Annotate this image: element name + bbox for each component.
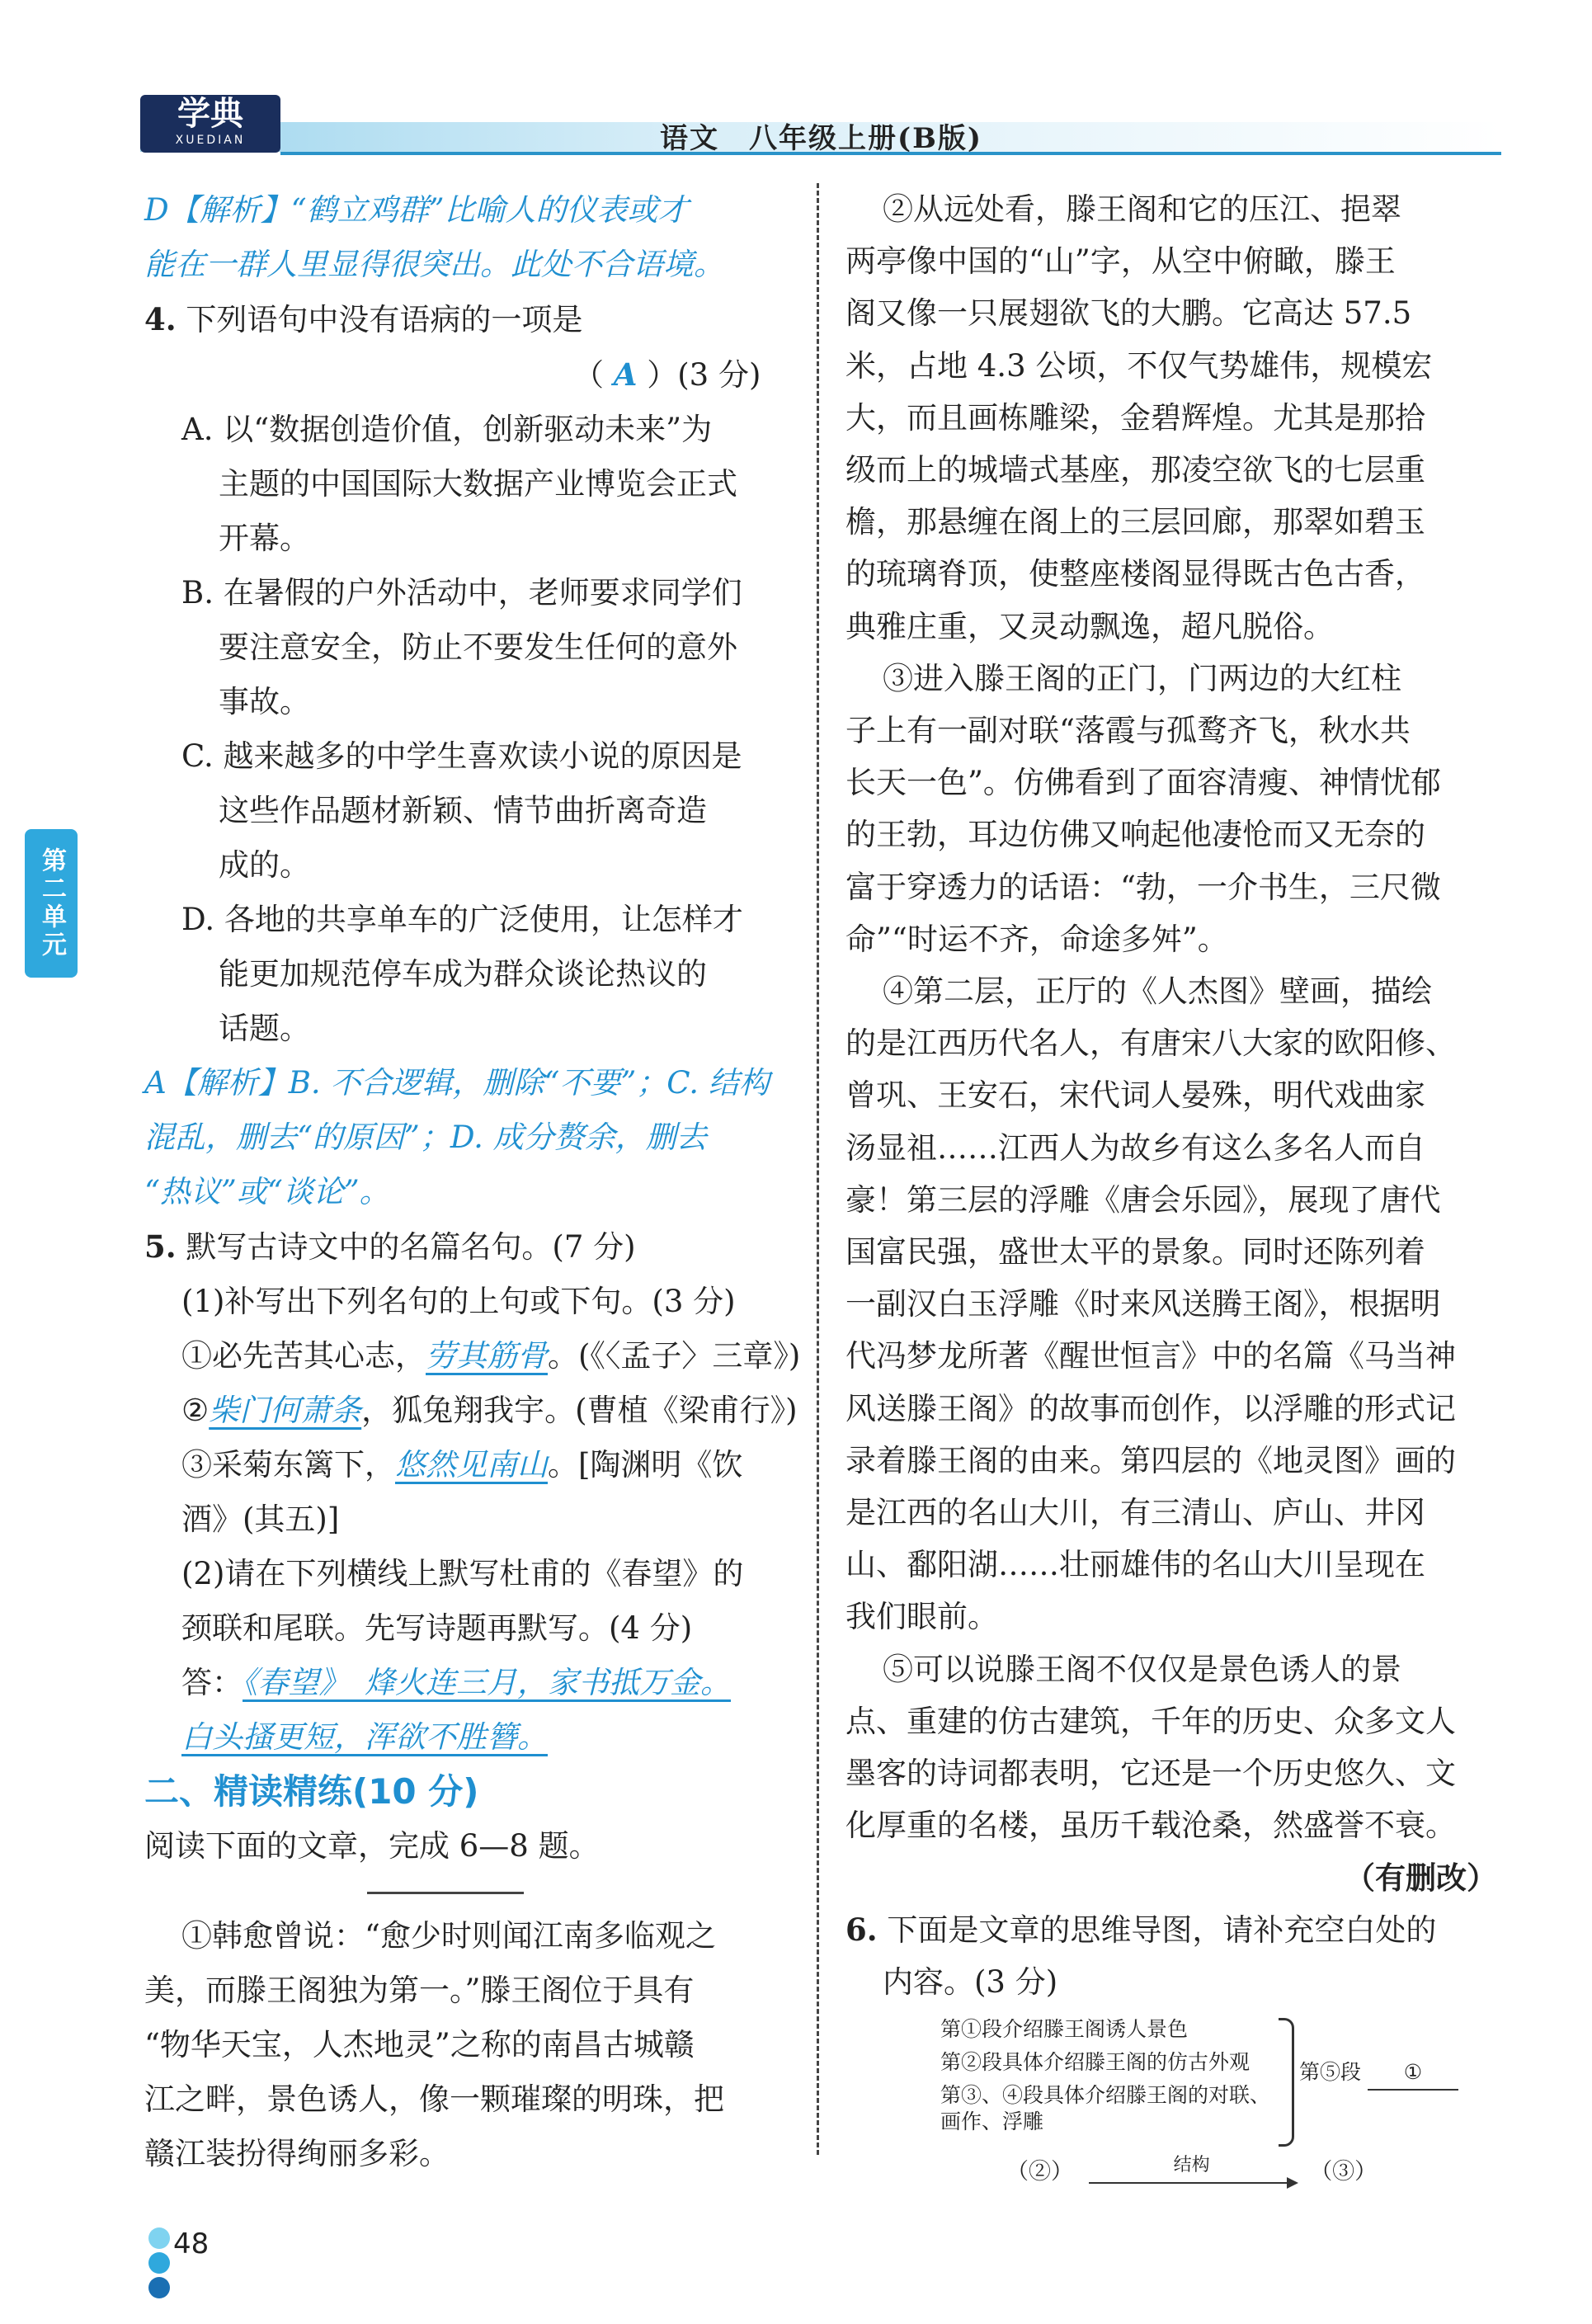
q5-1c-suffix: 。[陶渊明《饮 (548, 1447, 743, 1483)
para5-line1: ⑤可以说滕王阁不仅仅是景色诱人的景 (883, 1651, 1401, 1687)
para5-line3: 墨客的诗词都表明，它还是一个历史悠久、文 (845, 1756, 1456, 1792)
dot-1 (148, 2227, 170, 2249)
question-5-number: 5. (144, 1228, 177, 1265)
para4-line9: 风送滕王阁》的故事而创作，以浮雕的形式记 (845, 1390, 1456, 1426)
question-4 (144, 292, 796, 347)
mindmap-blank-2: （②） (1006, 2159, 1073, 2185)
para4-line6: 国富民强，盛世太平的景象。同时还陈列着 (845, 1234, 1425, 1270)
option-a-line3: 开幕。 (219, 521, 310, 556)
para2-line9: 典雅庄重，又灵动飘逸，超凡脱俗。 (845, 608, 1334, 644)
option-b-line2: 要注意安全，防止不要发生任何的意外 (219, 629, 737, 665)
brand-logo (140, 95, 280, 153)
question-5-part2-answer-line2 (144, 1710, 796, 1765)
para2-line5: 大，而且画栋雕梁，金碧辉煌。尤其是那拾 (845, 399, 1425, 436)
logo-sub-text: XUEDIAN (175, 134, 246, 147)
para4-line13: 我们眼前。 (845, 1599, 998, 1635)
section-heading: 二、精读精练(10 分) (144, 1771, 479, 1812)
mindmap-para5-label: 第⑤段 (1299, 2060, 1362, 2084)
dot-3 (148, 2277, 170, 2298)
para4-line10: 录着滕王阁的由来。第四层的《地灵图》画的 (845, 1442, 1456, 1478)
para4-line5: 豪！第三层的浮雕《唐会乐园》，展现了唐代 (845, 1181, 1441, 1218)
question-5-part1-b (144, 1384, 796, 1438)
para3-line5: 富于穿透力的话语：“勃，一介书生，三尺微 (845, 869, 1441, 905)
logo-main-text: 学典 (177, 95, 243, 133)
para5-line2: 点、重建的仿古建筑，千年的历史、众多文人 (845, 1703, 1456, 1739)
answer-q3-line2: 能在一群人里显得很突出。此处不合语境。 (144, 247, 724, 282)
mindmap-right (1299, 2056, 1458, 2091)
bracket-open: （ (573, 357, 604, 393)
q5-1c-answer: 悠然见南山 (395, 1447, 548, 1483)
para2-line1: ②从远处看，滕王阁和它的压江、挹翠 (883, 191, 1401, 227)
mindmap-row-2: 第②段具体介绍滕王阁的仿古外观 (940, 2050, 1251, 2074)
question-5-part2-line1: (2)请在下列横线上默写杜甫的《春望》的 (181, 1556, 744, 1591)
question-6-line2: 内容。(3 分) (883, 1963, 1058, 2000)
q5-1b-suffix: ，狐兔翔我宇。(曹植《梁甫行》) (361, 1393, 798, 1428)
question-5-part1-c-line2: 酒》(其五)] (181, 1501, 340, 1537)
para4-line8: 代冯梦龙所著《醒世恒言》中的名篇《马当神 (845, 1338, 1456, 1374)
page-number: 48 (173, 2227, 210, 2260)
source-note: （有删改） (1345, 1860, 1497, 1896)
para4-line4: 汤显祖……江西人为故乡有这么多名人而自 (845, 1129, 1425, 1166)
option-d-line1: D. 各地的共享单车的广泛使用，让怎样才 (181, 902, 743, 937)
question-5 (144, 1219, 796, 1275)
mindmap-blank-3: （③） (1310, 2159, 1378, 2185)
mindmap-row-3b: 画作、浮雕 (940, 2110, 1044, 2133)
para3-line1: ③进入滕王阁的正门，门两边的大红柱 (883, 660, 1401, 696)
mindmap-arrow-label: 结构 (1173, 2155, 1210, 2176)
para3-line4: 的王勃，耳边仿佛又响起他凄怆而又无奈的 (845, 817, 1425, 853)
question-4-number: 4. (144, 301, 177, 337)
para3-line2: 子上有一副对联“落霞与孤鹜齐飞，秋水共 (845, 713, 1411, 749)
para4-line7: 一副汉白玉浮雕《时来风送腾王阁》，根据明 (845, 1286, 1441, 1322)
answer-prefix: 答： (181, 1665, 243, 1700)
question-6-text: 下面是文章的思维导图，请补充空白处的 (887, 1912, 1437, 1948)
right-column (845, 183, 1497, 2008)
book-title: 语文 八年级上册(B版) (660, 122, 982, 155)
para4-line12: 山、鄱阳湖……壮丽雄伟的名山大川呈现在 (845, 1547, 1425, 1583)
para4-line3: 曾巩、王安石，宋代词人晏殊，明代戏曲家 (845, 1077, 1425, 1114)
para4-line2: 的是江西历代名人，有唐宋八大家的欧阳修、 (845, 1025, 1456, 1062)
para1-line3: “物华天宝，人杰地灵”之称的南昌古城赣 (144, 2027, 695, 2062)
para1-line4: 江之畔，景色诱人，像一颗璀璨的明珠，把 (144, 2081, 724, 2117)
question-5-text: 默写古诗文中的名篇名句。(7 分) (186, 1229, 636, 1265)
mindmap-bottom (1006, 2149, 1377, 2189)
question-5-part1-c (144, 1438, 796, 1492)
mindmap-row-3a: 第③、④段具体介绍滕王阁的对联、 (940, 2083, 1271, 2107)
answer-q4-line3: “热议”或“谈论”。 (144, 1174, 390, 1209)
option-d-line3: 话题。 (219, 1011, 310, 1046)
article-divider (367, 1892, 524, 1894)
q5-1c-prefix: ③采菊东篱下， (181, 1447, 395, 1483)
option-c-line3: 成的。 (219, 847, 310, 883)
q5-1b-prefix: ② (181, 1393, 210, 1428)
bracket-close-score: ）(3 分) (647, 357, 761, 393)
para2-line4: 米，占地 4.3 公顷，不仅气势雄伟，规模宏 (845, 347, 1433, 384)
para2-line6: 级而上的城墙式基座，那凌空欲飞的七层重 (845, 452, 1425, 488)
q5-1b-answer: 柴门何萧条 (209, 1393, 362, 1428)
column-divider (817, 183, 819, 2155)
reading-instruction: 阅读下面的文章，完成 6—8 题。 (144, 1828, 600, 1864)
option-c-line1: C. 越来越多的中学生喜欢读小说的原因是 (181, 738, 742, 774)
para1-line2: 美，而滕王阁独为第一。”滕王阁位于具有 (144, 1973, 695, 2008)
question-5-part2-answer (144, 1656, 796, 1710)
para2-line8: 的琉璃脊顶，使整座楼阁显得既古色古香， (845, 556, 1425, 592)
para4-line11: 是江西的名山大川，有三清山、庐山、井冈 (845, 1495, 1425, 1531)
option-d-line2: 能更加规范停车成为群众谈论热议的 (219, 956, 707, 992)
question-5-part1-a (144, 1329, 801, 1384)
option-a-line2: 主题的中国国际大数据产业博览会正式 (219, 466, 737, 502)
para4-line1: ④第二层，正厅的《人杰图》壁画，描绘 (883, 973, 1432, 1010)
mindmap-row-1: 第①段介绍滕王阁诱人景色 (940, 2017, 1189, 2041)
para3-line6: 命”“时运不齐，命途多舛”。 (845, 921, 1228, 957)
question-6 (845, 1904, 1497, 1956)
option-a-line1: A. 以“数据创造价值，创新驱动未来”为 (181, 412, 713, 447)
mindmap-brace (1279, 2018, 1294, 2147)
q5-1a-answer: 劳其筋骨 (426, 1338, 548, 1374)
para2-line2: 两亭像中国的“山”字，从空中俯瞰，滕王 (845, 243, 1396, 280)
para2-line7: 檐，那悬缠在阁上的三层回廊，那翠如碧玉 (845, 504, 1425, 540)
para1-line5: 赣江装扮得绚丽多彩。 (144, 2136, 450, 2171)
q5-2-answer-line2: 白头搔更短，浑欲不胜簪。 (181, 1719, 548, 1755)
option-b-line1: B. 在暑假的户外活动中，老师要求同学们 (181, 575, 742, 610)
question-5-part2-line2: 颈联和尾联。先写诗题再默写。(4 分) (181, 1610, 693, 1646)
q5-1a-suffix: 。(《〈孟子〉三章》) (548, 1338, 801, 1374)
para2-line3: 阁又像一只展翅欲飞的大鹏。它高达 57.5 (845, 295, 1412, 332)
para1-line1: ①韩愈曾说：“愈少时则闻江南多临观之 (181, 1918, 716, 1954)
answer-q3-line1: D【解析】“鹤立鸡群”比喻人的仪表或才 (144, 192, 689, 228)
option-b-line3: 事故。 (219, 684, 310, 719)
para3-line3: 长天一色”。仿佛看到了面容清瘦、神情忧郁 (845, 765, 1441, 801)
question-4-answer: A (613, 356, 638, 393)
answer-q4-line2: 混乱，删去“的原因”；D. 成分赘余，删去 (144, 1120, 707, 1155)
question-4-score (144, 347, 796, 403)
question-6-number: 6. (845, 1911, 878, 1948)
answer-q4-line1: A【解析】B. 不合逻辑，删除“不要”；C. 结构 (144, 1065, 770, 1101)
para5-line4: 化厚重的名楼，虽历千载沧桑，然盛誉不衰。 (845, 1808, 1456, 1844)
left-column (144, 183, 801, 2181)
q5-2-answer-line1: 《春望》 烽火连三月，家书抵万金。 (243, 1665, 731, 1700)
mind-map (940, 2013, 1501, 2185)
page-header (0, 0, 1592, 165)
q5-1a-prefix: ①必先苦其心志， (181, 1338, 426, 1374)
option-c-line2: 这些作品题材新颖、情节曲折离奇造 (219, 793, 707, 828)
mindmap-blank-1: ① (1368, 2056, 1458, 2091)
unit-side-tab: 第二单元 (25, 829, 78, 978)
mindmap-arrow (1089, 2149, 1295, 2184)
question-4-text: 下列语句中没有语病的一项是 (186, 302, 583, 337)
dot-2 (148, 2252, 170, 2274)
question-5-part1: (1)补写出下列名句的上句或下句。(3 分) (181, 1284, 736, 1319)
